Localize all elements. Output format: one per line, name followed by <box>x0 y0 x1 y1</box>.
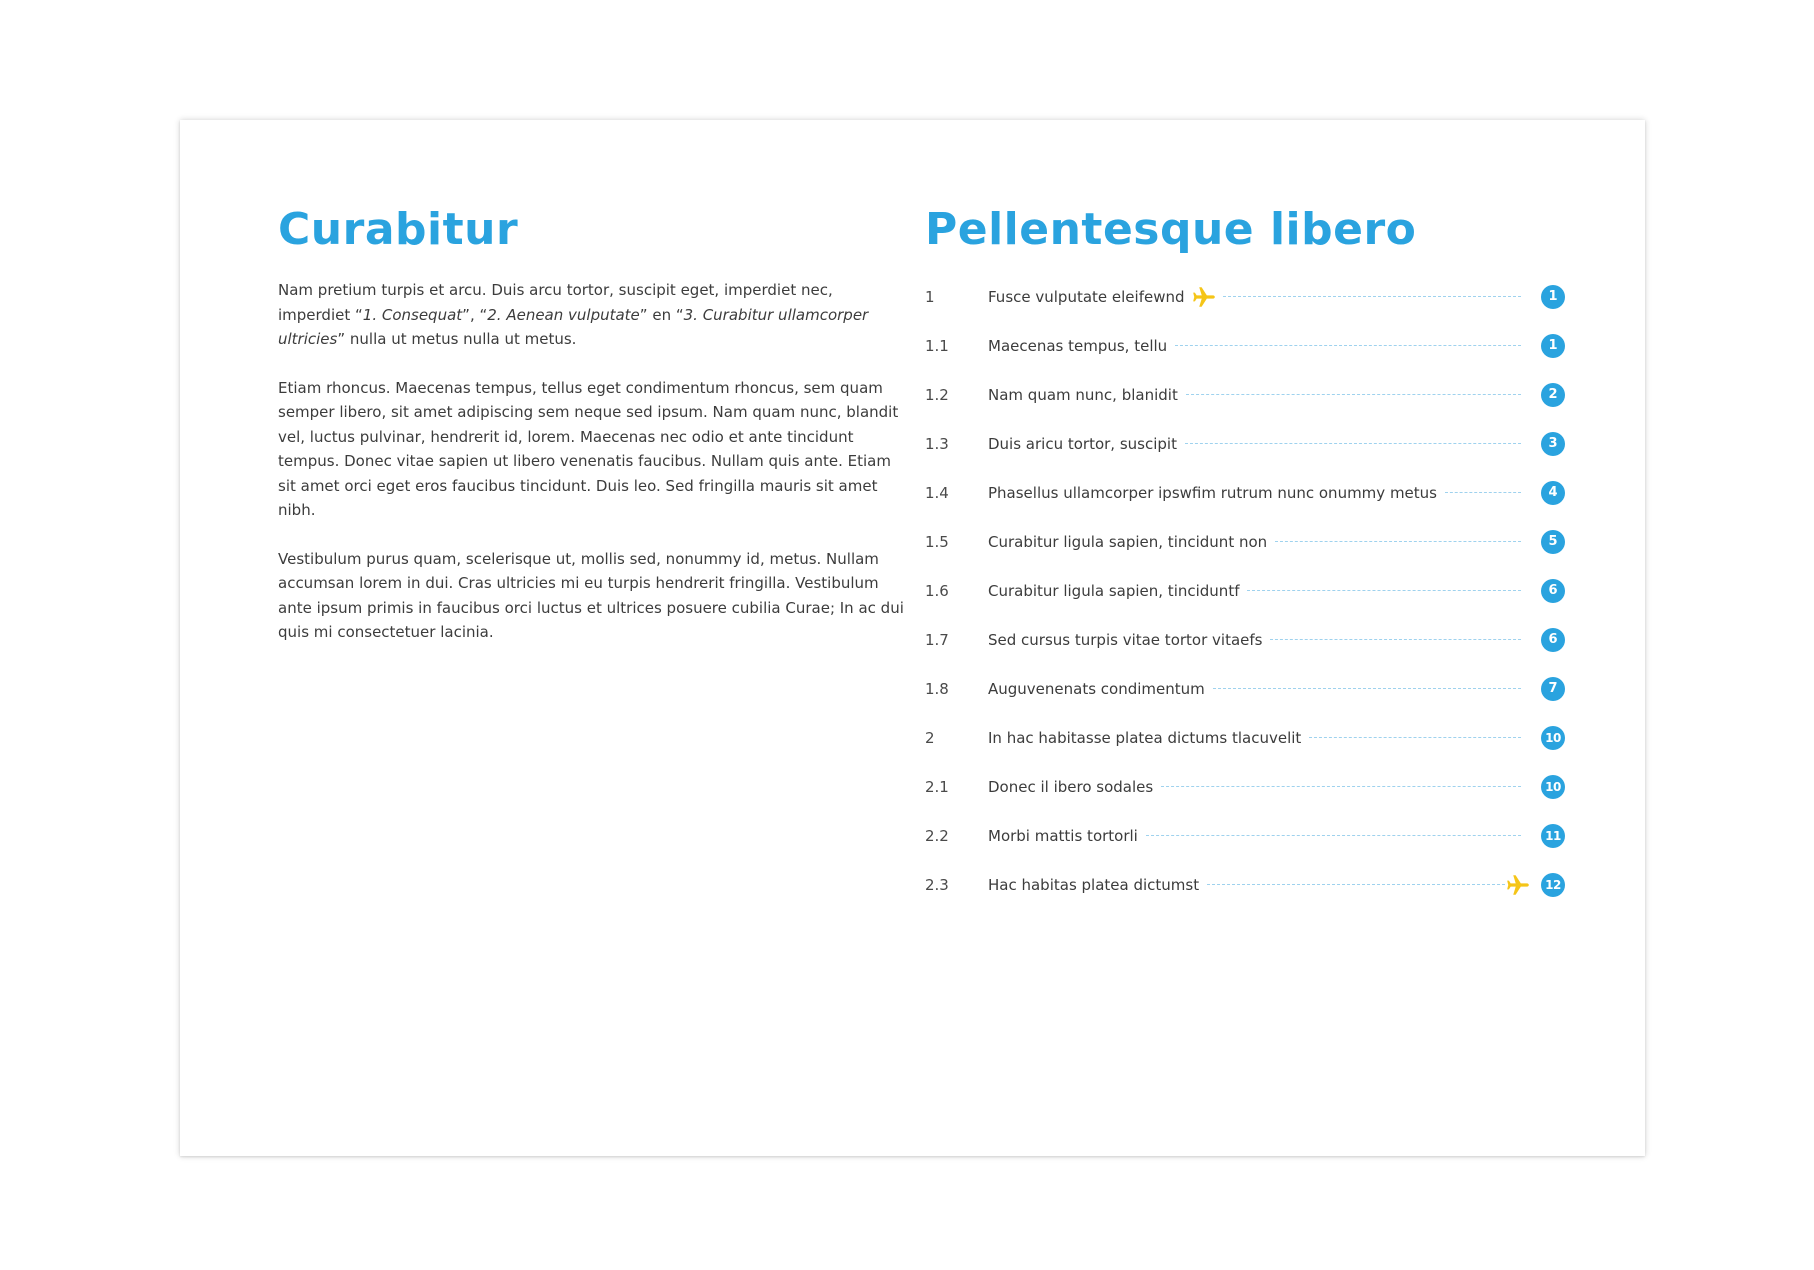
toc-label: Sed cursus turpis vitae tortor vitaefs <box>988 630 1263 649</box>
dotted-leader <box>1186 394 1521 395</box>
toc-label: Nam quam nunc, blanidit <box>988 385 1178 404</box>
dotted-leader <box>1445 492 1521 493</box>
toc-label: Duis aricu tortor, suscipit <box>988 434 1177 453</box>
dotted-leader <box>1207 884 1505 885</box>
paragraph-1-item-3: 3. Curabitur ullamcorper ultricies <box>278 305 869 348</box>
dotted-leader <box>1213 688 1521 689</box>
toc-row[interactable] <box>925 321 1565 370</box>
toc-number: 2 <box>925 728 935 747</box>
page-number-badge: 3 <box>1541 432 1565 456</box>
toc-label: Curabitur ligula sapien, tincidunt non <box>988 532 1268 551</box>
left-column <box>278 200 908 669</box>
page-number-badge: 11 <box>1541 824 1565 848</box>
paragraph-1-intro: Nam pretium turpis et arcu. Duis arcu tortor, suscipit eget, imperdiet nec, imperdiet “ <box>278 281 833 324</box>
page-number-badge: 6 <box>1541 579 1565 603</box>
dotted-leader <box>1275 541 1521 542</box>
page-number-badge: 10 <box>1541 726 1565 750</box>
document-page <box>180 120 1645 1156</box>
toc-row[interactable] <box>925 566 1565 615</box>
paragraph-2: Etiam rhoncus. Maecenas tempus, tellus eget condimentum rhoncus, sem quam semper libero, sit amet adipiscing sem neque sed ipsum. Nam quam nunc, blandit vel, luctus pulvinar, hendrerit id, lorem. Maecenas nec odio et ante tincidunt tempus. Donec vitae sapien ut libero venenatis faucibus. Nullam quis ante. Etiam sit amet orci eget eros faucibus tincidunt. Duis leo. Sed fringilla mauris sit amet nibh. <box>278 378 899 519</box>
paragraph-1-item-2: 2. Aenean vulputate <box>487 305 640 324</box>
toc-row[interactable] <box>925 615 1565 664</box>
toc-row[interactable] <box>925 860 1565 909</box>
paragraph-3: Vestibulum purus quam, scelerisque ut, mollis sed, nonummy id, metus. Nullam accumsan lorem in dui. Cras ultricies mi eu turpis hendrerit fringilla. Vestibulum ante ipsum primis in faucibus orci luctus et ultrices posuere cubilia Curae; In ac dui quis mi consectetuer lacinia. <box>278 549 904 641</box>
page-number-badge: 7 <box>1541 677 1565 701</box>
toc-label: Maecenas tempus, tellu <box>988 336 1168 355</box>
toc-number: 1.5 <box>925 532 949 551</box>
toc-number: 1.2 <box>925 385 949 404</box>
table-of-contents <box>925 272 1565 909</box>
toc-number: 1 <box>925 287 935 306</box>
dotted-leader <box>1270 639 1521 640</box>
toc-label: Morbi mattis tortorli <box>988 826 1138 845</box>
toc-number: 1.7 <box>925 630 949 649</box>
dotted-leader <box>1223 296 1521 297</box>
toc-label: Donec il ibero sodales <box>988 777 1154 796</box>
toc-number: 2.1 <box>925 777 949 796</box>
toc-row[interactable] <box>925 811 1565 860</box>
airplane-icon <box>1191 284 1217 310</box>
toc-row[interactable] <box>925 762 1565 811</box>
toc-number: 1.1 <box>925 336 949 355</box>
dotted-leader <box>1175 345 1521 346</box>
page-number-badge: 2 <box>1541 383 1565 407</box>
body-text <box>278 278 908 645</box>
toc-row[interactable] <box>925 517 1565 566</box>
toc-row[interactable] <box>925 370 1565 419</box>
toc-number: 1.3 <box>925 434 949 453</box>
page-number-badge: 6 <box>1541 628 1565 652</box>
dotted-leader <box>1185 443 1521 444</box>
left-title: Curabitur <box>278 204 519 255</box>
toc-number: 1.4 <box>925 483 949 502</box>
toc-label: Auguvenenats condimentum <box>988 679 1205 698</box>
toc-label: Hac habitas platea dictumst <box>988 875 1200 894</box>
paragraph-1-outro: ” nulla ut metus nulla ut metus. <box>337 330 577 348</box>
toc-label: Curabitur ligula sapien, tinciduntf <box>988 581 1240 600</box>
toc-row[interactable] <box>925 713 1565 762</box>
airplane-icon <box>1505 872 1531 898</box>
toc-number: 2.3 <box>925 875 949 894</box>
paragraph-1 <box>278 278 908 352</box>
toc-label: In hac habitasse platea dictums tlacuvelit <box>988 728 1302 747</box>
page-number-badge: 12 <box>1541 873 1565 897</box>
right-column <box>925 200 1565 909</box>
paragraph-1-sep-2: ” en “ <box>639 305 684 324</box>
toc-number: 1.6 <box>925 581 949 600</box>
toc-row[interactable] <box>925 419 1565 468</box>
dotted-leader <box>1247 590 1521 591</box>
page-number-badge: 4 <box>1541 481 1565 505</box>
dotted-leader <box>1146 835 1521 836</box>
toc-label: Fusce vulputate eleifewnd <box>988 287 1185 306</box>
page-number-badge: 5 <box>1541 530 1565 554</box>
paragraph-1-sep-1: ”, “ <box>462 305 488 324</box>
dotted-leader <box>1309 737 1521 738</box>
toc-row[interactable] <box>925 664 1565 713</box>
toc-row[interactable] <box>925 468 1565 517</box>
paragraph-1-item-1: 1. Consequat <box>362 305 463 324</box>
page-number-badge: 10 <box>1541 775 1565 799</box>
dotted-leader <box>1161 786 1521 787</box>
toc-row[interactable] <box>925 272 1565 321</box>
toc-number: 1.8 <box>925 679 949 698</box>
toc-label: Phasellus ullamcorper ipswfim rutrum nunc onummy metus <box>988 483 1437 502</box>
toc-number: 2.2 <box>925 826 949 845</box>
page-number-badge: 1 <box>1541 285 1565 309</box>
page-number-badge: 1 <box>1541 334 1565 358</box>
toc-title: Pellentesque libero <box>925 204 1417 255</box>
